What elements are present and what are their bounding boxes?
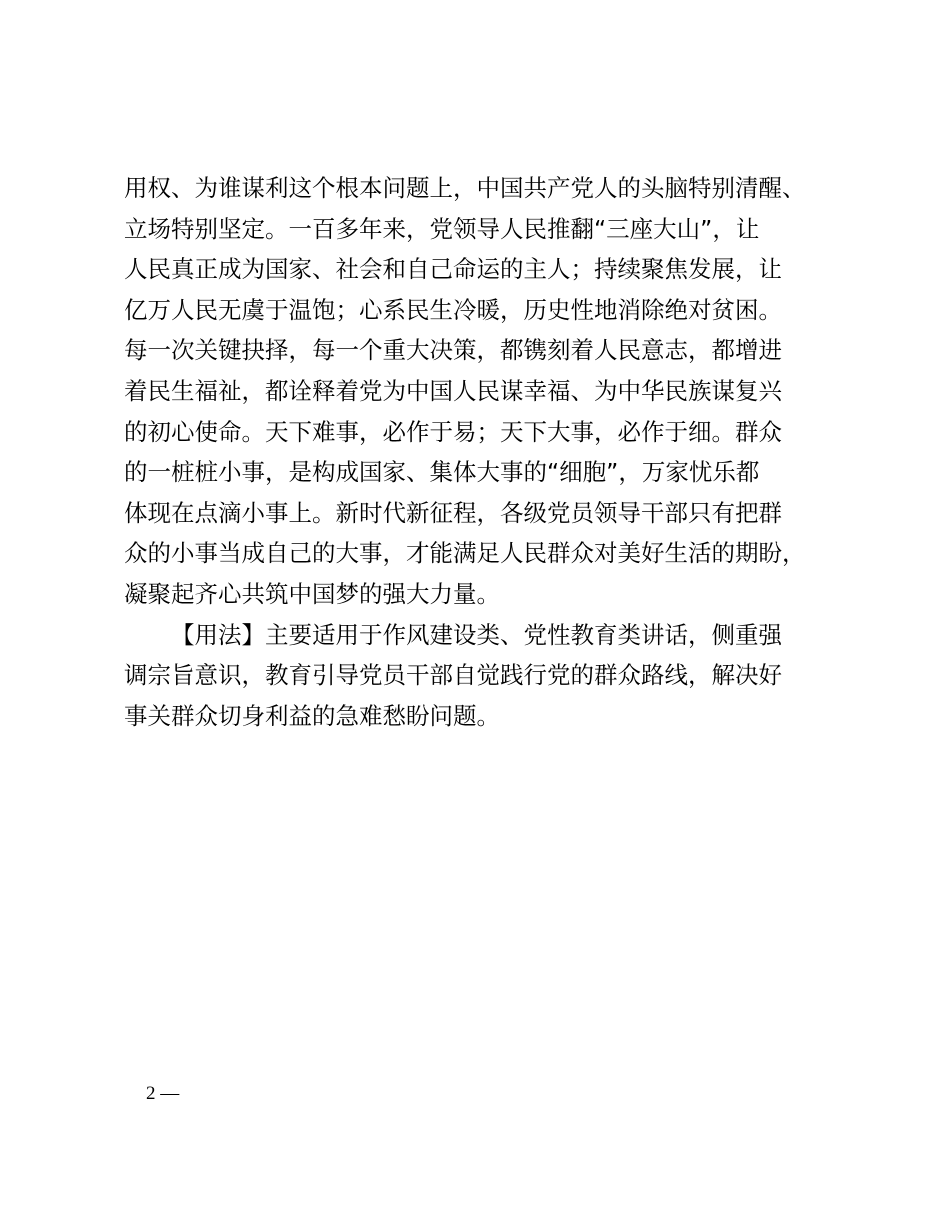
body-text [124, 168, 844, 736]
page-number: 2 — [146, 1083, 180, 1104]
text-line: 人民真正成为国家、社会和自己命运的主人；持续聚焦发展，让 [124, 255, 782, 284]
usage-paragraph-line: 【用法】主要适用于作风建设类、党性教育类讲话，侧重强 [171, 620, 782, 649]
text-line: 的一桩桩小事，是构成国家、集体大事的“细胞”，万家忧乐都 [124, 458, 760, 487]
text-line: 凝聚起齐心共筑中国梦的强大力量。 [124, 579, 500, 608]
text-line: 众的小事当成自己的大事，才能满足人民群众对美好生活的期盼， [124, 539, 806, 568]
text-line: 用权、为谁谋利这个根本问题上，中国共产党人的头脑特别清醒、 [124, 174, 806, 202]
text-line: 每一次关键抉择，每一个重大决策，都镌刻着人民意志，都增进 [124, 336, 782, 365]
text-line: 立场特别坚定。一百多年来，党领导人民推翻“三座大山”，让 [124, 214, 760, 243]
text-line: 亿万人民无虞于温饱；心系民生冷暖，历史性地消除绝对贫困。 [124, 295, 782, 324]
text-line: 体现在点滴小事上。新时代新征程，各级党员领导干部只有把群 [124, 498, 782, 527]
usage-paragraph-line: 事关群众切身利益的急难愁盼问题。 [124, 701, 500, 730]
text-line: 的初心使命。天下难事，必作于易；天下大事，必作于细。群众 [124, 417, 782, 446]
text-line: 着民生福祉，都诠释着党为中国人民谋幸福、为中华民族谋复兴 [124, 376, 782, 405]
usage-paragraph-line: 调宗旨意识，教育引导党员干部自觉践行党的群众路线，解决好 [124, 661, 782, 690]
